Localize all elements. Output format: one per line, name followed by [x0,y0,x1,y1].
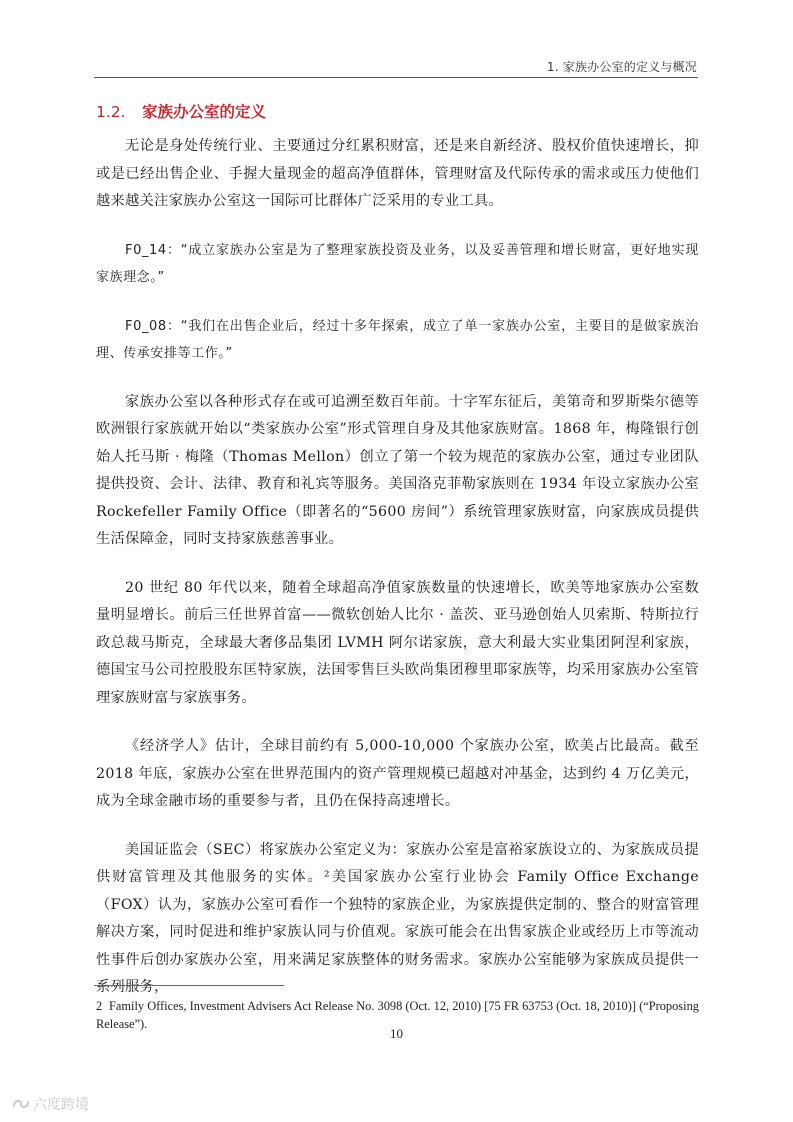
footnote-text: Family Offices, Investment Advisers Act Release No. 3098 (Oct. 12, 2010) [75 FR 63753 (Oct. 18, 2010)] (“Proposing Release”). [96,999,699,1031]
body-content [96,133,699,1023]
paragraph: 无论是身处传统行业、主要通过分红累积财富，还是来自新经济、股权价值快速增长，抑或是已经出售企业、手握大量现金的超高净值群体，管理财富及代际传承的需求或压力使他们越来越关注家族办公室这一国际可比群体广泛采用的专业工具。 [96,138,699,209]
footnote-number: 2 [96,999,103,1013]
interview-quote: F0_08：“我们在出售企业后，经过十多年探索，成立了单一家族办公室，主要目的是做家族治理、传承安排等工作。” [96,318,699,361]
paragraph: 20 世纪 80 年代以来，随着全球超高净值家族数量的快速增长，欧美等地家族办公室数量明显增长。前后三任世界首富——微软创始人比尔 · 盖茨、亚马逊创始人贝索斯、特斯拉行政总裁马斯克，全球最大奢侈品集团 LVMH 阿尔诺家族，意大利最大实业集团阿涅利家族，德国宝马公司控股股东匡特家族，法国零售巨头欧尚集团穆里耶家族等，均采用家族办公室管理家族财富与家族事务。 [96,579,699,706]
paragraph: 家族办公室以各种形式存在或可追溯至数百年前。十字军东征后，美第奇和罗斯柴尔德等欧洲银行家族就开始以“类家族办公室”形式管理自身及其他家族财富。1868 年，梅隆银行创始人托马斯 · 梅隆（Thomas Mellon）创立了第一个较为规范的家族办公室，通过专业团队提供投资、会计、法律、教育和礼宾等服务。美国洛克菲勒家族则在 1934 年设立家族办公室 Rockefeller Family Office（即著名的“5600 房间”）系统管理家族财富，向家族成员提供生活保障金，同时支持家族慈善事业。 [96,393,699,547]
section-number: 1.2. [96,103,126,121]
watermark-logo-icon [12,1097,30,1111]
paragraph: 美国证监会（SEC）将家族办公室定义为：家族办公室是富裕家族设立的、为家族成员提供财富管理及其他服务的实体。²美国家族办公室行业协会 Family Office Exchange（FOX）认为，家族办公室可看作一个独特的家族企业，为家族提供定制的、整合的财富管理解决方案，同时促进和维护家族认同与价值观。家族可能会在出售家族企业或经历上市等流动性事件后创办家族办公室，用来满足家族整体的财务需求。家族办公室能够为家族成员提供一系列服务， [96,841,699,995]
watermark [12,1094,89,1114]
page-number: 10 [390,1026,403,1041]
paragraph: 《经济学人》估计，全球目前约有 5,000-10,000 个家族办公室，欧美占比最高。截至 2018 年底，家族办公室在世界范围内的资产管理规模已超越对冲基金，达到约 4 万亿美元，成为全球金融市场的重要参与者，且仍在保持高速增长。 [96,738,699,809]
section-heading [96,100,266,122]
interview-quote: F0_14：“成立家族办公室是为了整理家族投资及业务，以及妥善管理和增长财富，更好地实现家族理念。” [96,242,699,285]
watermark-text: 六度跨境 [33,1097,89,1113]
footnote-rule [94,985,284,986]
section-title: 家族办公室的定义 [142,103,267,121]
header-rule [94,77,698,78]
running-header: 1. 家族办公室的定义与概况 [546,60,697,74]
